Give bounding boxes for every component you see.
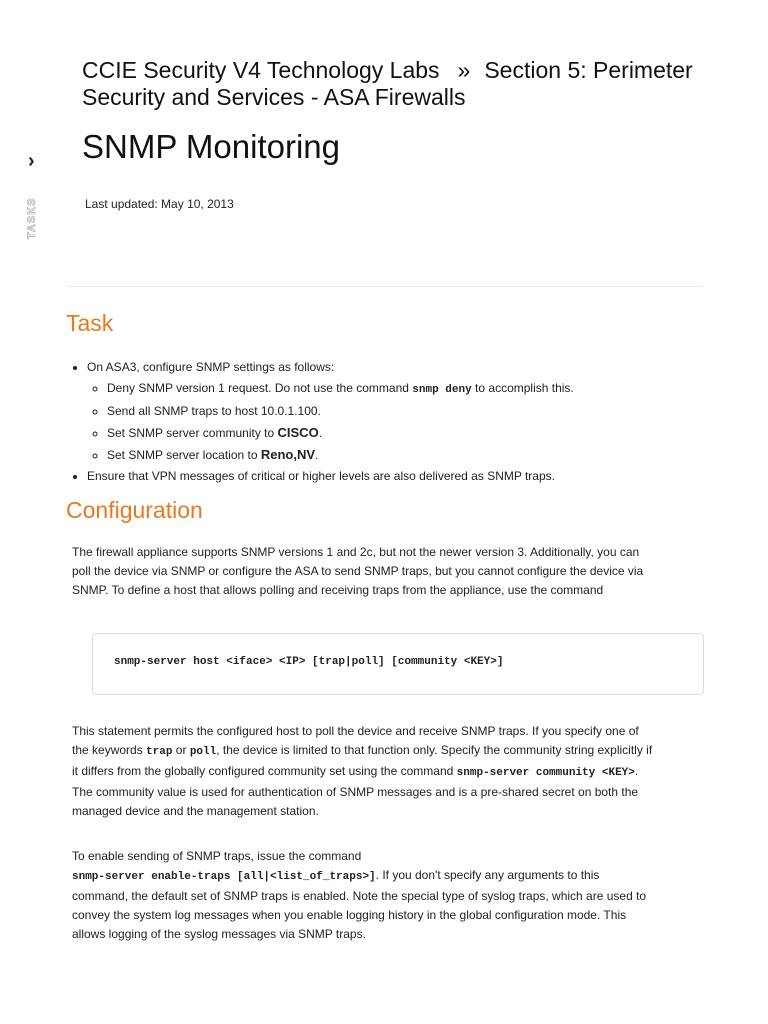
- list-item-text: Set SNMP server location to: [107, 448, 258, 462]
- list-item-text: Ensure that VPN messages of critical or higher levels are also delivered as SNMP traps.: [87, 469, 555, 483]
- task-heading: Task: [66, 310, 114, 336]
- location-value: Reno,NV: [260, 447, 316, 462]
- configuration-heading: Configuration: [66, 497, 203, 523]
- task-list: [66, 357, 727, 487]
- breadcrumb-section-link[interactable]: Section 5: Perimeter Security and Services - ASA Firewalls: [82, 57, 693, 110]
- list-item-text: Deny SNMP version 1 request. Do not use the command: [107, 381, 409, 395]
- divider: [67, 286, 702, 287]
- inline-code: snmp deny: [412, 384, 472, 396]
- list-item: [87, 357, 727, 466]
- task-sub-list: [87, 378, 727, 466]
- inline-code: snmp-server enable-traps [all|<list_of_traps>]: [72, 871, 376, 883]
- chevron-right-icon[interactable]: ›: [28, 150, 35, 172]
- list-item-text: Set SNMP server community to: [107, 426, 275, 440]
- page-title: SNMP Monitoring: [82, 128, 340, 165]
- inline-code: poll: [189, 746, 217, 758]
- config-paragraph: The firewall appliance supports SNMP versions 1 and 2c, but not the newer version 3. Additionally, you can poll the device via SNMP or configure the ASA to send SNMP traps, but you cannot configure the device via SNMP. To define a host that allows polling and receiving traps from the appliance, use the command: [72, 545, 644, 597]
- config-paragraph: To enable sending of SNMP traps, issue the command snmp-server enable-traps [all|<list_of_traps>]. If you don't specify any arguments to this command, the default set of SNMP traps is enabled. Note the special type of syslog traps, which are used to convey the system log messages when you enable logging history in the global configuration mode. This allows logging of the syslog messages via SNMP traps.: [72, 849, 647, 941]
- inline-code: trap: [146, 746, 173, 758]
- breadcrumb-separator: »: [457, 57, 471, 83]
- list-item: [87, 466, 727, 487]
- config-paragraph: This statement permits the configured host to poll the device and receive SNMP traps. If you specify one of the keywords trap or poll, the device is limited to that function only. Specify the community string explicitly if it differs from the globally configured community set using the command snmp-server community <KEY>. The community value is used for authentication of SNMP messages and is a pre-shared secret on both the managed device and the management station.: [72, 724, 653, 818]
- list-item: [107, 401, 727, 422]
- list-item: ◦ Set SNMP server location to Reno,NV.: [107, 444, 727, 466]
- last-updated: Last updated: May 10, 2013: [85, 197, 234, 211]
- breadcrumb-parent-link[interactable]: CCIE Security V4 Technology Labs: [82, 57, 440, 83]
- code-block: snmp-server host <iface> <IP> [trap|poll] [community <KEY>]: [92, 633, 704, 695]
- tasks-side-tab[interactable]: TASKS: [26, 197, 38, 239]
- community-value: CISCO: [277, 425, 319, 440]
- list-item-text: to accomplish this.: [475, 381, 574, 395]
- inline-code: snmp-server community <KEY>: [456, 767, 635, 779]
- list-item: [107, 378, 727, 401]
- list-item: ◦ Set SNMP server community to CISCO.: [107, 422, 727, 444]
- list-item-text: Send all SNMP traps to host 10.0.1.100.: [107, 404, 321, 418]
- task-intro: On ASA3, configure SNMP settings as follows:: [87, 360, 335, 374]
- breadcrumb: [82, 57, 702, 111]
